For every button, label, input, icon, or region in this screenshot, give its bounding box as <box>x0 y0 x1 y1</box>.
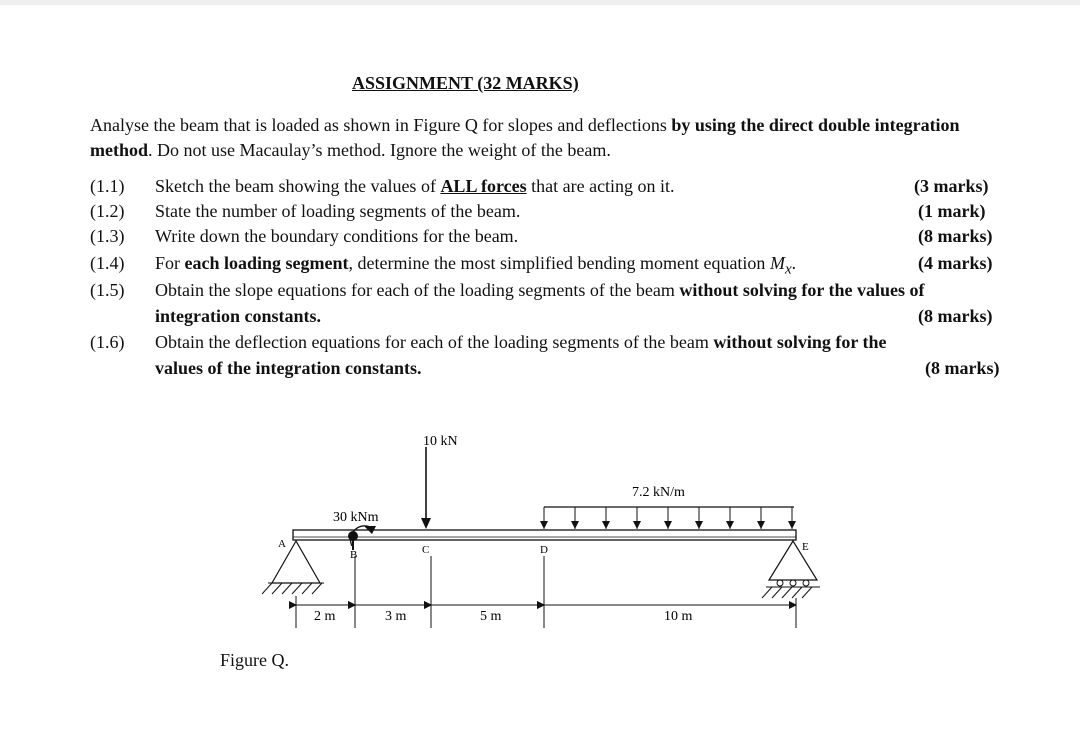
math-subscript: x <box>784 261 792 278</box>
dim-10m: 10 m <box>664 609 693 624</box>
task-bold: without solving for the <box>713 332 887 352</box>
dim-3m: 3 m <box>385 609 407 624</box>
task-text-pre: For <box>155 253 185 273</box>
intro-text-2: . Do not use Macaulay’s method. Ignore the weight of the beam. <box>148 140 611 160</box>
dim-5m: 5 m <box>480 609 502 624</box>
task-marks: (3 marks) <box>914 176 989 196</box>
point-b-label: B <box>350 549 358 561</box>
dim-2m: 2 m <box>314 609 336 624</box>
beam <box>293 530 796 540</box>
point-c-label: C <box>422 544 430 556</box>
intro-text-1: Analyse the beam that is loaded as shown in Figure Q for slopes and deflections <box>90 115 672 135</box>
task-marks: (1 mark) <box>918 201 986 221</box>
task-text-end: . <box>791 253 797 273</box>
task-bold: without solving for the values of <box>679 280 925 300</box>
math-symbol: M <box>769 253 785 273</box>
point-load-label: 10 kN <box>423 434 458 449</box>
task-text-pre: Obtain the slope equations for each of the loading segments of the beam <box>155 280 680 300</box>
point-d-label: D <box>540 544 548 556</box>
point-e-label: E <box>802 541 809 553</box>
task-number: (1.5) <box>90 280 125 300</box>
task-text-post: that are acting on it. <box>526 176 675 196</box>
task-marks: (8 marks) <box>925 358 1000 378</box>
task-text: Write down the boundary conditions for the beam. <box>155 226 519 246</box>
task-text-pre: Sketch the beam showing the values of <box>155 176 441 196</box>
task-number: (1.1) <box>90 176 125 196</box>
task-number: (1.4) <box>90 253 125 273</box>
assignment-title: ASSIGNMENT (32 MARKS) <box>352 73 579 93</box>
dimension-lines <box>296 556 796 628</box>
pin-support-a <box>262 541 324 594</box>
task-marks: (8 marks) <box>918 306 993 326</box>
task-bold: each loading segment <box>184 253 349 273</box>
point-load-arrow <box>421 447 431 529</box>
figure-caption: Figure Q. <box>220 650 289 670</box>
task-1-5-continuation: integration constants. <box>155 306 321 326</box>
task-text-pre: Obtain the deflection equations for each of the loading segments of the beam <box>155 332 714 352</box>
task-marks: (8 marks) <box>918 226 993 246</box>
intro-bold: by using the direct double integration method <box>90 115 960 160</box>
point-a-label: A <box>278 538 286 550</box>
udl-arrows <box>540 507 796 529</box>
task-number: (1.3) <box>90 226 125 246</box>
task-number: (1.2) <box>90 201 125 221</box>
task-marks: (4 marks) <box>918 253 993 273</box>
task-text-post: , determine the most simplified bending moment equation <box>348 253 770 273</box>
task-emphasis: ALL forces <box>440 176 527 196</box>
task-text: State the number of loading segments of the beam. <box>155 201 521 221</box>
udl-label: 7.2 kN/m <box>632 485 685 500</box>
roller-support-e <box>762 541 820 598</box>
task-number: (1.6) <box>90 332 125 352</box>
task-1-6-continuation: values of the integration constants. <box>155 358 422 378</box>
moment-label: 30 kNm <box>333 510 379 525</box>
